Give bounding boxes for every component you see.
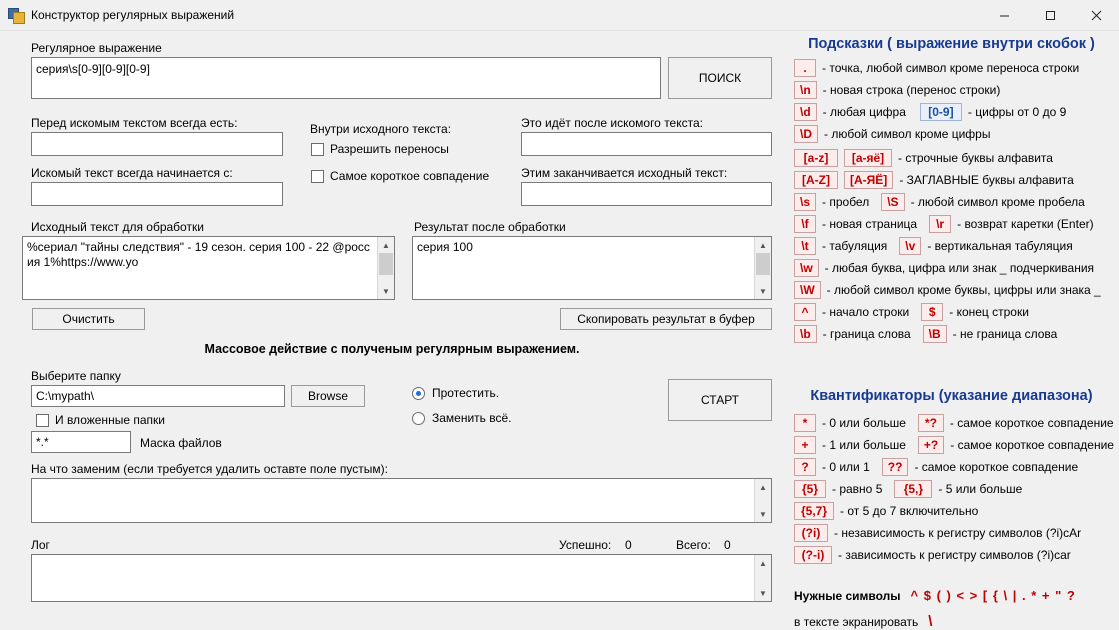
hint-desc: - табуляция	[822, 239, 888, 253]
shortest-match-label: Самое короткое совпадение	[330, 169, 490, 183]
hint-token: \f	[794, 215, 816, 233]
inside-source-label: Внутри исходного текста:	[310, 122, 452, 136]
regex-label: Регулярное выражение	[31, 41, 162, 55]
hint-desc: - новая строка (перенос строки)	[822, 83, 1001, 97]
folder-label: Выберите папку	[31, 369, 121, 383]
shortest-match-checkbox-box	[311, 170, 324, 183]
ends-with-label: Этим заканчивается исходный текст:	[521, 166, 728, 180]
scroll-down-icon[interactable]: ▼	[759, 509, 767, 519]
hint-token-alt: \r	[929, 215, 951, 233]
quantifier-token: *	[794, 414, 816, 432]
hint-desc-alt: - любой символ кроме пробела	[910, 195, 1085, 209]
hint-row	[794, 281, 1119, 299]
hint-desc: - граница слова	[822, 327, 911, 341]
hint-token-alt: \B	[923, 325, 947, 343]
copy-result-button[interactable]: Скопировать результат в буфер	[560, 308, 772, 330]
hint-token-alt: [а-яё]	[844, 149, 892, 167]
scroll-up-icon[interactable]: ▲	[759, 558, 767, 568]
hint-row	[794, 171, 1119, 189]
hint-desc: - начало строки	[822, 305, 910, 319]
quantifier-token-alt: +?	[918, 436, 944, 454]
hint-desc: - новая страница	[822, 217, 918, 231]
hint-token-alt: \S	[881, 193, 904, 211]
hint-token: \W	[794, 281, 821, 299]
escape-row	[794, 613, 933, 630]
quantifier-token: {5}	[794, 480, 826, 498]
quantifier-token: {5,7}	[794, 502, 834, 520]
need-symbols-row	[794, 588, 1076, 603]
hint-desc-alt: - цифры от 0 до 9	[967, 105, 1067, 119]
maximize-icon[interactable]	[1027, 0, 1073, 30]
hint-token-alt: [0-9]	[920, 103, 962, 121]
log-output[interactable]	[32, 555, 755, 601]
replacement-scrollbar[interactable]	[754, 479, 771, 522]
after-text-input[interactable]	[521, 132, 772, 156]
quantifier-token: (?-i)	[794, 546, 832, 564]
need-symbols-label: Нужные символы	[794, 588, 901, 603]
quantifier-desc: - равно 5	[832, 482, 883, 496]
radio-replace-all[interactable]	[412, 411, 512, 425]
hint-token-alt: \v	[899, 237, 921, 255]
hint-row	[794, 103, 1119, 121]
quantifier-desc-alt: - самое короткое совпадение	[914, 460, 1079, 474]
quantifier-row	[794, 480, 1119, 498]
radio-replace-all-circle	[412, 412, 425, 425]
left-pane	[0, 31, 784, 612]
hint-token: \b	[794, 325, 817, 343]
quantifier-token-alt: *?	[918, 414, 944, 432]
window-content	[0, 31, 1119, 630]
quantifier-token-alt: {5,}	[894, 480, 932, 498]
result-text-output[interactable]: серия 100	[417, 240, 473, 254]
ends-with-input[interactable]	[521, 182, 772, 206]
hint-desc: - пробел	[822, 195, 870, 209]
quantifier-desc: - от 5 до 7 включительно	[840, 504, 979, 518]
hint-desc-alt: - вертикальная табуляция	[927, 239, 1073, 253]
hint-token-alt: [А-ЯЁ]	[844, 171, 893, 189]
hint-row	[794, 81, 1119, 99]
file-mask-input[interactable]: *.*	[31, 431, 131, 453]
result-scrollbar[interactable]	[754, 237, 771, 299]
include-subfolders-label: И вложенные папки	[55, 413, 165, 427]
hint-token-alt: $	[921, 303, 943, 321]
allow-wraps-label: Разрешить переносы	[330, 142, 449, 156]
hint-row	[794, 303, 1119, 321]
app-icon	[7, 6, 25, 24]
quantifier-desc-alt: - 5 или больше	[938, 482, 1023, 496]
hints-title: Подсказки ( выражение внутри скобок )	[808, 36, 1095, 52]
result-text-label: Результат после обработки	[414, 220, 566, 234]
shortest-match-checkbox[interactable]	[311, 169, 489, 183]
success-value: 0	[625, 538, 632, 552]
scroll-thumb[interactable]	[379, 253, 393, 275]
quantifier-desc: - 1 или больше	[822, 438, 906, 452]
radio-replace-all-label: Заменить всё.	[432, 411, 512, 425]
browse-button[interactable]: Browse	[291, 385, 365, 407]
folder-input[interactable]: C:\mypath\	[31, 385, 285, 407]
hint-row	[794, 215, 1119, 233]
quantifier-desc-alt: - самое короткое совпадение	[950, 438, 1114, 452]
quantifier-token: +	[794, 436, 816, 454]
hint-row	[794, 325, 1119, 343]
hint-token: ^	[794, 303, 816, 321]
hint-desc: - точка, любой символ кроме переноса строки	[822, 61, 1080, 75]
hint-desc: - любая буква, цифра или знак _ подчеркивания	[824, 261, 1095, 275]
scroll-up-icon[interactable]: ▲	[759, 240, 767, 250]
hint-token: \w	[794, 259, 819, 277]
log-label: Лог	[31, 538, 50, 552]
close-icon[interactable]	[1073, 0, 1119, 30]
hint-desc-alt: - не граница слова	[952, 327, 1058, 341]
quantifiers-title: Квантификаторы (указание диапазона)	[810, 388, 1093, 404]
quantifier-row	[794, 546, 1119, 564]
clear-button[interactable]: Очистить	[32, 308, 145, 330]
after-text-label: Это идёт после искомого текста:	[521, 116, 703, 130]
hint-desc-alt: - возврат каретки (Enter)	[957, 217, 1094, 231]
hint-token: \s	[794, 193, 816, 211]
hint-row	[794, 59, 1119, 77]
total-value: 0	[724, 538, 731, 552]
mass-action-heading: Массовое действие с полученым регулярным выражением.	[204, 342, 580, 356]
include-subfolders-checkbox[interactable]	[36, 413, 165, 427]
hint-desc: - строчные буквы алфавита	[898, 151, 1053, 165]
hint-row	[794, 125, 1119, 143]
hint-row	[794, 149, 1119, 167]
minimize-icon[interactable]	[981, 0, 1027, 30]
source-text-area-wrapper	[22, 236, 395, 300]
quantifier-desc: - 0 или 1	[822, 460, 870, 474]
allow-wraps-checkbox[interactable]	[311, 142, 449, 156]
hint-desc-alt: - конец строки	[949, 305, 1029, 319]
hint-row	[794, 259, 1119, 277]
quantifier-desc: - независимость к регистру символов (?i)cAr	[834, 526, 1082, 540]
radio-test-label: Протестить.	[432, 386, 500, 400]
quantifier-desc: - 0 или больше	[822, 416, 906, 430]
hint-token: [A-Z]	[794, 171, 838, 189]
hint-desc: - любая цифра	[822, 105, 906, 119]
window-controls	[981, 0, 1119, 30]
scroll-up-icon[interactable]: ▲	[382, 240, 390, 250]
replacement-label: На что заменим (если требуется удалить оставте поле пустым):	[31, 462, 388, 476]
log-area-wrapper	[31, 554, 772, 602]
total-label: Всего:	[676, 538, 711, 552]
radio-test-circle	[412, 387, 425, 400]
scroll-up-icon[interactable]: ▲	[759, 482, 767, 492]
result-text-area-wrapper	[412, 236, 772, 300]
quantifier-desc: - зависимость к регистру символов (?i)car	[838, 548, 1071, 562]
start-button[interactable]: СТАРТ	[668, 379, 772, 421]
hint-row	[794, 237, 1119, 255]
escape-value: \	[928, 613, 934, 630]
include-subfolders-checkbox-box	[36, 414, 49, 427]
file-mask-label: Маска файлов	[140, 436, 222, 450]
scroll-thumb[interactable]	[756, 253, 770, 275]
radio-test[interactable]	[412, 386, 499, 400]
hint-token: \D	[794, 125, 818, 143]
quantifier-token-alt: ??	[882, 458, 909, 476]
replacement-input[interactable]	[32, 479, 755, 522]
escape-label: в тексте экранировать	[794, 614, 919, 629]
quantifier-row	[794, 524, 1119, 542]
scroll-down-icon[interactable]: ▼	[759, 588, 767, 598]
log-scrollbar[interactable]	[754, 555, 771, 601]
starts-with-label: Искомый текст всегда начинается с:	[31, 166, 233, 180]
quantifier-row	[794, 502, 1119, 520]
hint-desc: - ЗАГЛАВНЫЕ буквы алфавита	[899, 173, 1074, 187]
hint-token: .	[794, 59, 816, 77]
source-scrollbar[interactable]	[377, 237, 394, 299]
hint-token: \n	[794, 81, 817, 99]
source-text-label: Исходный текст для обработки	[31, 220, 204, 234]
hint-token: [a-z]	[794, 149, 838, 167]
allow-wraps-checkbox-box	[311, 143, 324, 156]
quantifier-token: ?	[794, 458, 816, 476]
replacement-area-wrapper	[31, 478, 772, 523]
quantifier-desc-alt: - самое короткое совпадение	[949, 416, 1114, 430]
hint-desc: - любой символ кроме буквы, цифры или знака _	[826, 283, 1101, 297]
need-symbols-value: ^ $ ( ) < > [ { \ | . * + " ?	[910, 588, 1076, 603]
hint-token: \d	[794, 103, 817, 121]
quantifier-token: (?i)	[794, 524, 828, 542]
source-text-input[interactable]: %сериал "тайны следствия" - 19 сезон. серия 100 - 22 @россия 1%https://www.yo	[27, 240, 370, 269]
hint-token: \t	[794, 237, 816, 255]
scroll-down-icon[interactable]: ▼	[759, 286, 767, 296]
starts-with-input[interactable]	[31, 182, 283, 206]
scroll-down-icon[interactable]: ▼	[382, 286, 390, 296]
before-text-label: Перед искомым текстом всегда есть:	[31, 116, 238, 130]
search-button[interactable]: ПОИСК	[668, 57, 772, 99]
hint-desc: - любой символ кроме цифры	[824, 127, 991, 141]
quantifier-row	[794, 414, 1119, 432]
window-title: Конструктор регулярных выражений	[31, 8, 235, 22]
hint-row	[794, 193, 1119, 211]
before-text-input[interactable]	[31, 132, 283, 156]
quantifier-row	[794, 436, 1119, 454]
title-bar	[0, 0, 1119, 31]
success-label: Успешно:	[559, 538, 612, 552]
quantifier-row	[794, 458, 1119, 476]
right-pane	[784, 31, 1119, 630]
regex-input[interactable]: серия\s[0-9][0-9][0-9]	[31, 57, 661, 99]
